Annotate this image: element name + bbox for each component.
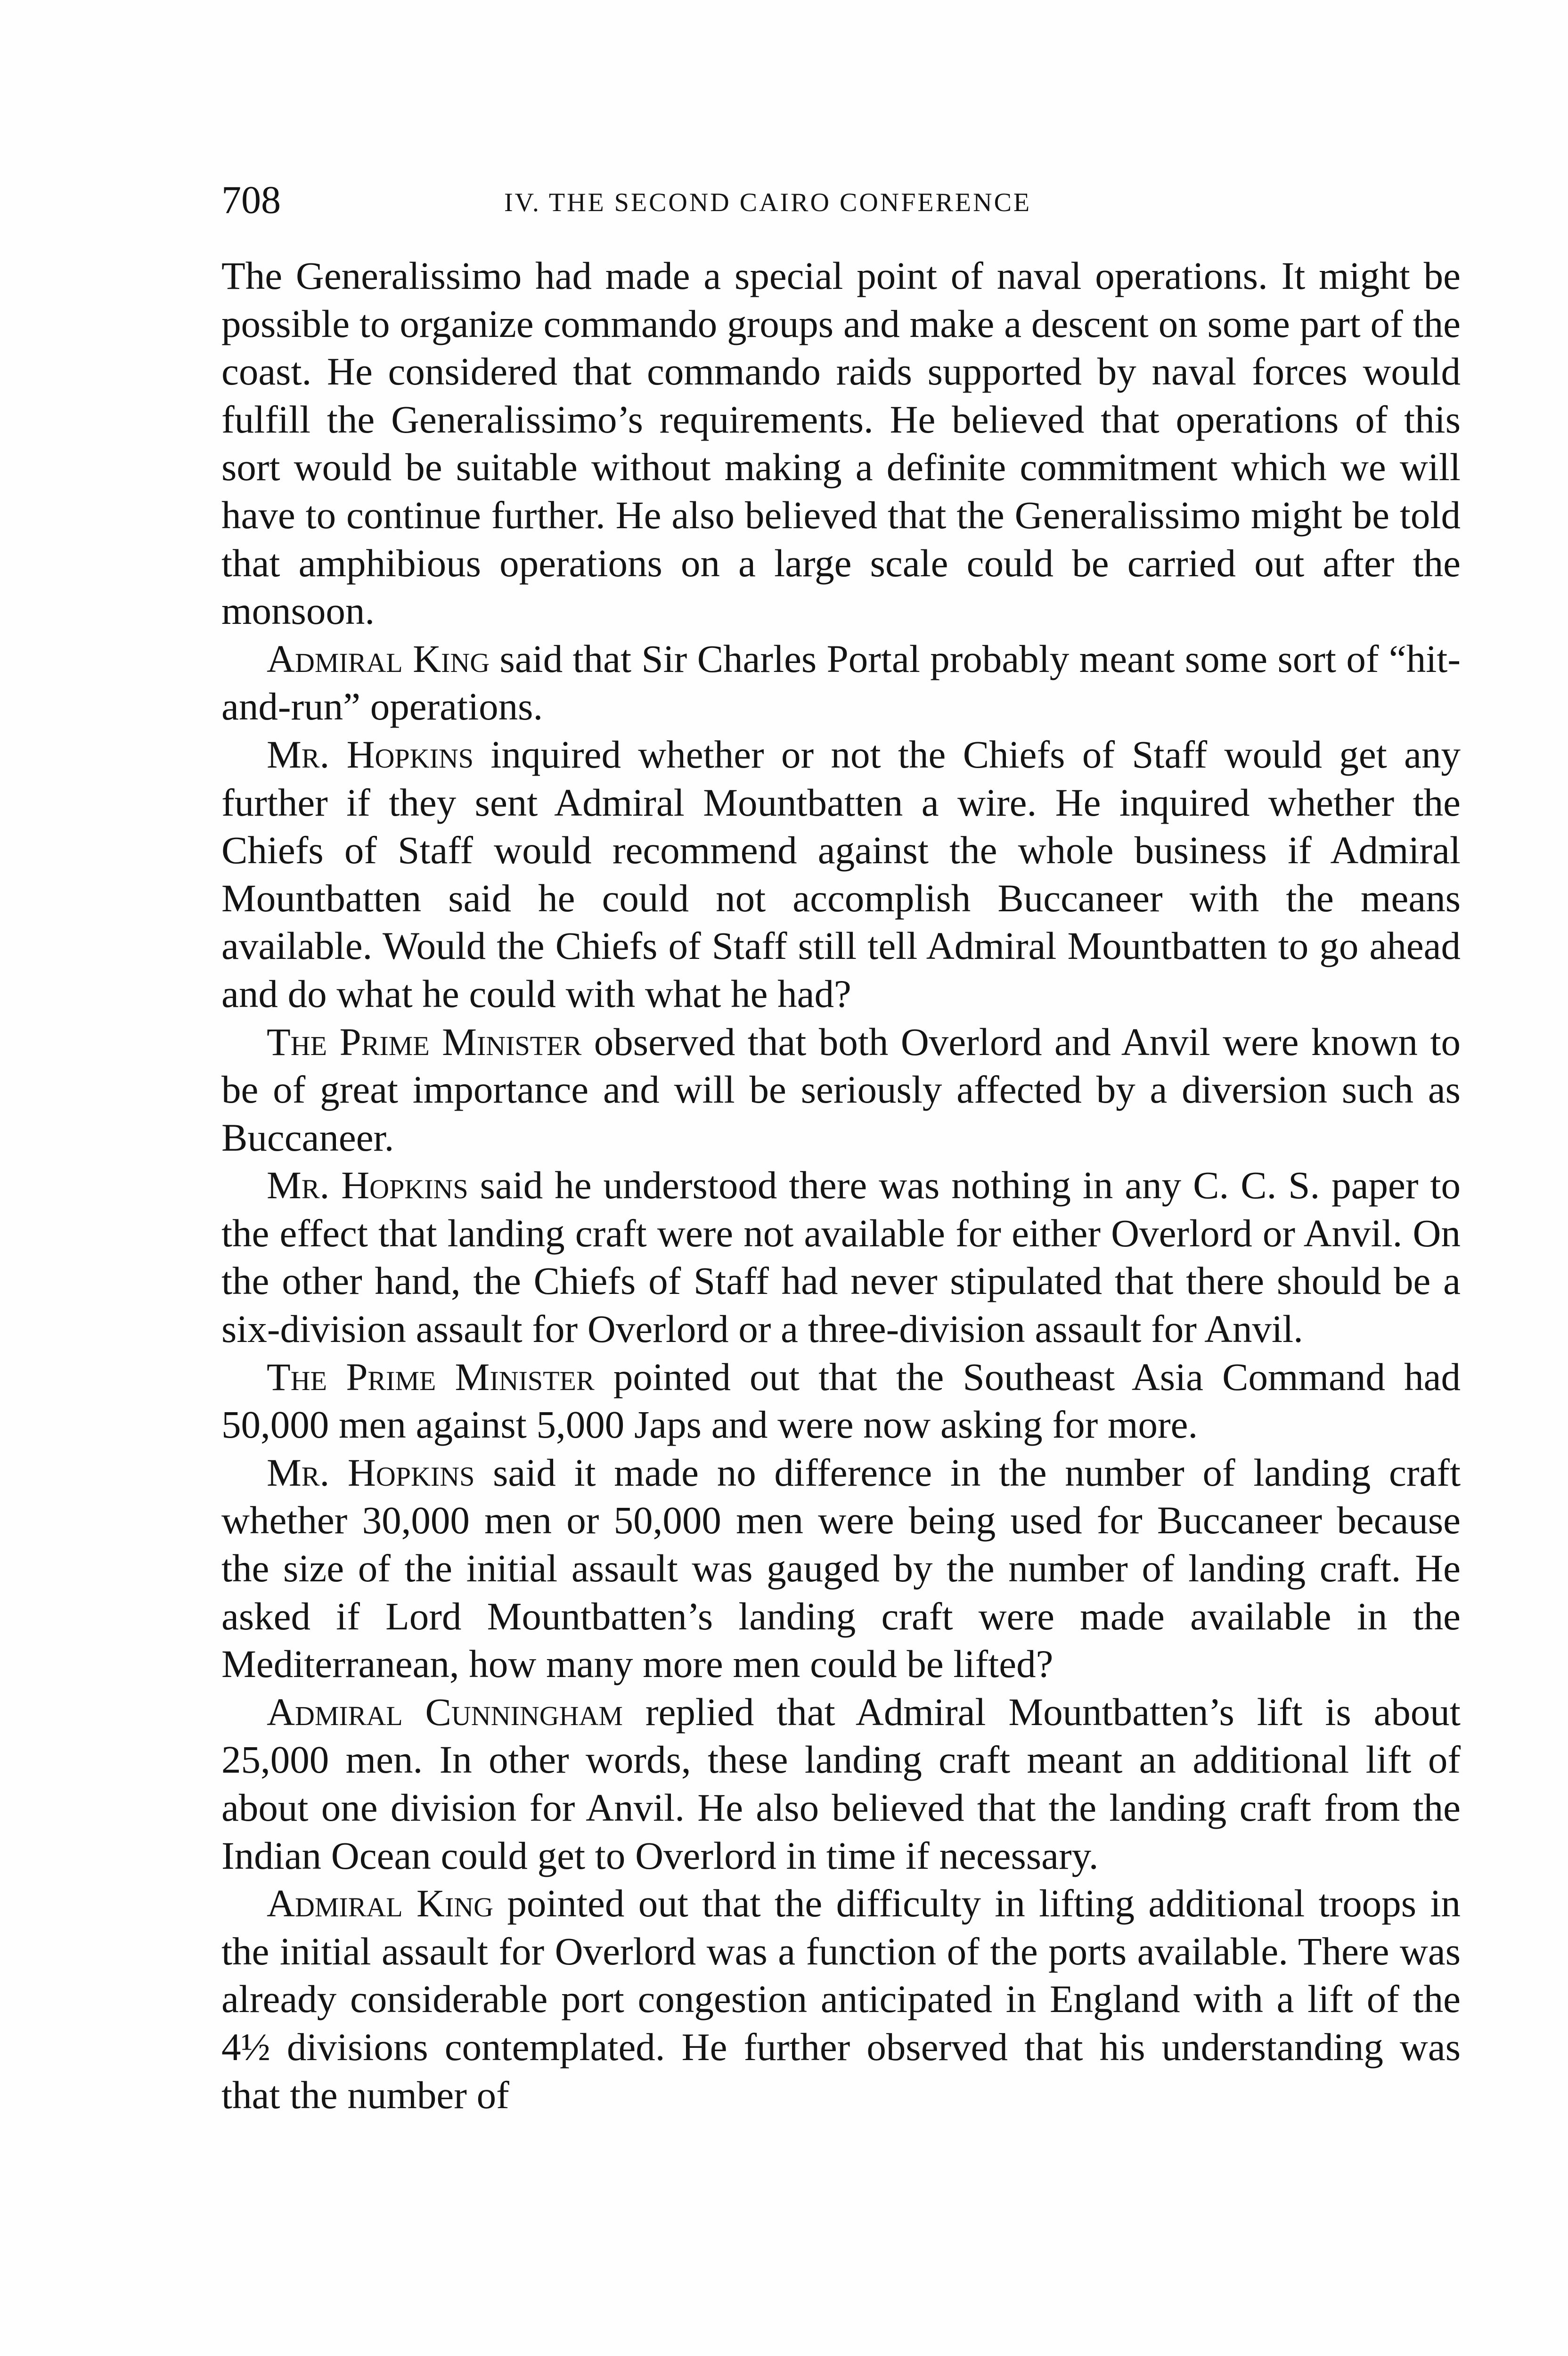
paragraph [221,1688,1461,1880]
paragraph [221,1162,1461,1353]
paragraph [221,1880,1461,2119]
paragraph-text: said it made no difference in the number of landing craft whether 30,000 men or 50,000 men were being used for Buccaneer because the size of the initial assault was gauged by the number of landing craft. He asked if Lord Mountbatten’s landing craft were made available in the Mediterranean, how many more men could be lifted? [221,1450,1461,1686]
paragraph-text: pointed out that the difficulty in lifting additional troops in the initial assault for Overlord was a function of the ports available. There was already considerable port congestion anticipated in England with a lift of the 4½ divisions contemplated. He further observed that his understanding was that the number of [221,1882,1461,2117]
speaker-name: The Prime Minister [267,1355,595,1399]
speaker-name: Admiral Cunningham [267,1690,623,1734]
paragraph [221,252,1461,635]
speaker-name: Mr. Hopkins [267,732,474,776]
paragraph-text: replied that Admiral Mountbatten’s lift is about 25,000 men. In other words, these landing craft meant an additional lift of about one division for Anvil. He also believed that the landing craft from the Indian Ocean could get to Overlord in time if necessary. [221,1690,1461,1877]
paragraph [221,635,1461,731]
paragraph-text: inquired whether or not the Chiefs of Staff would get any further if they sent Admiral Mountbatten a wire. He inquired whether the Chiefs of Staff would recommend against the whole business if Admiral Mountbatten said he could not accomplish Buccaneer with the means available. Would the Chiefs of Staff still tell Admiral Mountbatten to go ahead and do what he could with what he had? [221,732,1461,1015]
paragraph-text: said that Sir Charles Portal probably meant some sort of “hit-and-run” operations. [221,637,1461,728]
speaker-name: The Prime Minister [267,1020,582,1063]
speaker-name: Mr. Hopkins [267,1163,468,1207]
speaker-name: Admiral King [267,637,490,680]
page-number: 708 [221,178,281,222]
paragraph-text: The Generalissimo had made a special point of naval operations. It might be possible to organize commando groups and make a descent on some part of the coast. He considered that commando raids supported by naval forces would fulfill the Generalissimo’s requirements. He believed that operations of this sort would be suitable without making a definite commitment which we will have to continue further. He also believed that the Generalissimo might be told that amphibious operations on a large scale could be carried out after the monsoon. [221,254,1461,633]
speaker-name: Admiral King [267,1882,494,1925]
speaker-name: Mr. Hopkins [267,1450,475,1494]
paragraph [221,1449,1461,1688]
paragraph [221,731,1461,1018]
paragraph-text: observed that both Overlord and Anvil were known to be of great importance and will be seriously affected by a diversion such as Buccaneer. [221,1020,1461,1159]
page-header [221,174,1465,226]
paragraph [221,1018,1461,1162]
body-text [221,252,1461,2119]
running-head: IV. THE SECOND CAIRO CONFERENCE [504,188,1032,217]
paragraph-text: said he understood there was nothing in any C. C. S. paper to the effect that landing craft were not available for either Overlord or Anvil. On the other hand, the Chiefs of Staff had never stipulated that there should be a six-division assault for Overlord or a three-division assault for Anvil. [221,1163,1461,1351]
paragraph [221,1353,1461,1449]
paragraph-text: pointed out that the Southeast Asia Command had 50,000 men against 5,000 Japs and were now asking for more. [221,1355,1461,1447]
